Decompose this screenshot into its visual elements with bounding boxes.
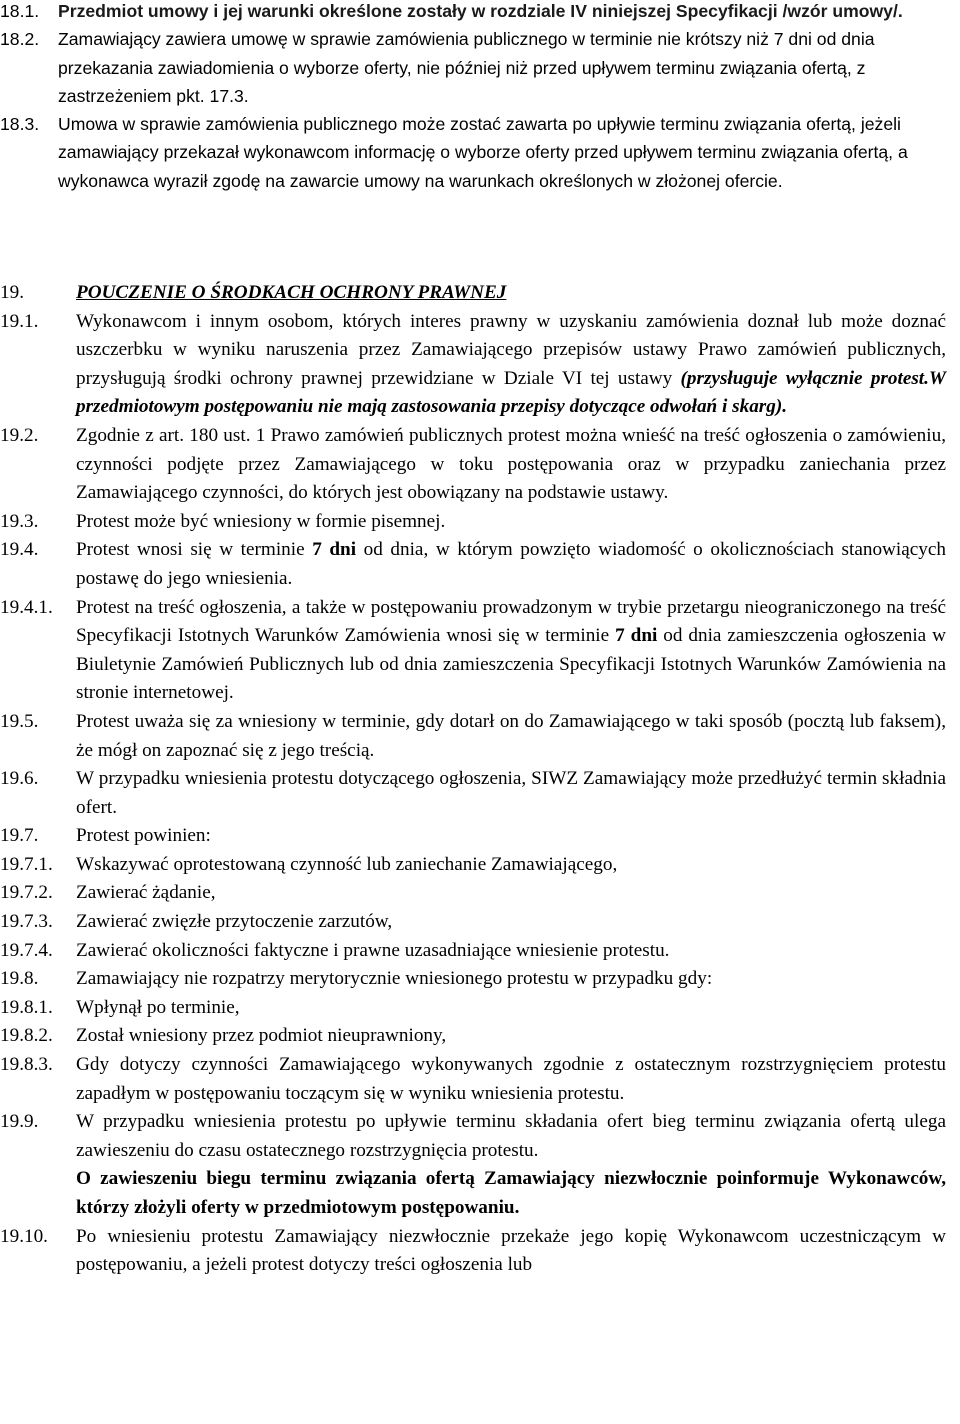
item-text: Został wniesiony przez podmiot nieuprawniony, [76, 1025, 447, 1047]
item-19-8-1 [0, 994, 946, 1023]
item-number: 18.3. [0, 114, 40, 135]
section-19 [0, 279, 946, 1280]
item-19-7-4 [0, 937, 946, 966]
item-19-7-2 [0, 879, 946, 908]
item-text: Zamawiający nie rozpatrzy merytorycznie wniesionego protestu w przypadku gdy: [76, 968, 713, 990]
item-19-5 [0, 708, 946, 765]
item-text [76, 536, 946, 593]
item-text-plain: Wykonawcom i innym osobom, których interes prawny w uzyskaniu zamówienia doznał lub może doznać uszczerbku w wyniku naruszenia przez Zamawiającego przepisów ustawy Prawo zamówień publicznych, przysługują środki ochrony prawnej przewidziane w Dziale VI tej ustawy [76, 310, 946, 389]
section-19-heading [0, 279, 946, 308]
item-text-bold: 7 dni [615, 625, 658, 647]
item-number: 19.9. [0, 1111, 39, 1133]
item-number: 19.3. [0, 510, 39, 532]
item-text: Protest uważa się za wniesiony w terminie, gdy dotarł on do Zamawiającego w taki sposób (pocztą lub faksem), że mógł on zapoznać się z jego treścią. [76, 710, 946, 761]
item-19-8 [0, 965, 946, 994]
item-text: Gdy dotyczy czynności Zamawiającego wykonywanych zgodnie z ostatecznym rozstrzygnięciem protestu zapadłym w postępowaniu toczącym się w wyniku wniesienia protestu. [76, 1054, 946, 1104]
item-19-8-2 [0, 1022, 946, 1051]
item-18-2 [0, 25, 946, 110]
item-19-10 [0, 1223, 946, 1280]
item-number: 19.7.1. [0, 853, 53, 875]
item-18-1 [0, 0, 946, 25]
item-number: 19.8.1. [0, 996, 53, 1018]
item-19-4-1 [0, 594, 946, 708]
item-text: Zawierać zwięzłe przytoczenie zarzutów, [76, 911, 393, 933]
item-number: 19.10. [0, 1225, 48, 1247]
item-number: 19.7.3. [0, 911, 53, 933]
item-number: 19.6. [0, 768, 39, 790]
item-19-7-1 [0, 851, 946, 880]
item-number: 19.7.4. [0, 939, 53, 961]
item-number: 19.2. [0, 424, 39, 446]
item-text: Zawierać żądanie, [76, 882, 216, 904]
item-text: Zawierać okoliczności faktyczne i prawne uzasadniające wniesienie protestu. [76, 939, 670, 961]
item-19-2 [0, 422, 946, 508]
item-number: 19.8.3. [0, 1054, 53, 1076]
item-text-plain: W przypadku wniesienia protestu po upływie terminu składania ofert bieg terminu związania ofertą ulega zawieszeniu do czasu ostatecznego rozstrzygnięcia protestu. [76, 1111, 946, 1161]
section-18 [0, 0, 946, 195]
item-text [76, 1108, 946, 1222]
item-text: Protest może być wniesiony w formie pisemnej. [76, 510, 446, 532]
item-text-plain: od dnia zamieszczenia ogłoszenia w Biuletynie Zamówień Publicznych lub od dnia zamieszczenia Specyfikacji Istotnych Warunków Zamówienia na stronie internetowej. [76, 625, 946, 704]
item-number: 18.1. [0, 1, 40, 21]
item-text: Zgodnie z art. 180 ust. 1 Prawo zamówień publicznych protest można wnieść na treść ogłoszenia o zamówieniu, czynności podjęte przez Zamawiającego w toku postępowania oraz w przypadku zaniechania przez Zamawiającego czynności, do których jest obowiązany na podstawie ustawy. [76, 424, 946, 504]
item-number: 19.7.2. [0, 882, 53, 904]
item-19-7-3 [0, 908, 946, 937]
item-text-bold: O zawieszeniu biegu terminu związania ofertą Zamawiający niezwłocznie poinformuje Wykonawców, którzy złożyli oferty w przedmiotowym postępowaniu. [76, 1168, 946, 1218]
item-number: 18.2. [0, 29, 40, 50]
item-text: Wpłynął po terminie, [76, 996, 240, 1018]
item-text [76, 308, 946, 422]
item-text-plain: od dnia, w którym powzięto wiadomość o okolicznościach stanowiących postawę do jego wniesienia. [76, 539, 946, 589]
item-number: 19.5. [0, 710, 39, 732]
item-19-4 [0, 536, 946, 593]
item-text-plain: Protest wnosi się w terminie [76, 539, 313, 561]
item-number: 19.7. [0, 825, 39, 847]
item-number: 19.8.2. [0, 1025, 53, 1047]
item-text-emphasis: (przysługuje wyłącznie protest.W przedmiotowym postępowaniu nie mają zastosowania przepisy dotyczące odwołań i skarg). [76, 367, 946, 418]
item-number: 19. [0, 282, 24, 303]
item-number: 19.4.1. [0, 596, 53, 618]
item-text: Zamawiający zawiera umowę w sprawie zamówienia publicznego w terminie nie krótszy niż 7 dni od dnia przekazania zawiadomienia o wyborze oferty, nie później niż przed upływem terminu związania ofertą, z zastrzeżeniem pkt. 17.3. [58, 29, 875, 106]
item-text: Przedmiot umowy i jej warunki określone zostały w rozdziale IV niniejszej Specyfikacji /wzór umowy/. [58, 1, 903, 21]
item-18-3 [0, 110, 946, 195]
item-text: Wskazywać oprotestowaną czynność lub zaniechanie Zamawiającego, [76, 853, 618, 875]
item-19-3 [0, 508, 946, 537]
item-text [76, 594, 946, 708]
item-19-1 [0, 308, 946, 422]
item-text: Po wniesieniu protestu Zamawiający niezwłocznie przekaże jego kopię Wykonawcom uczestniczącym w postępowaniu, a jeżeli protest dotyczy treści ogłoszenia lub [76, 1225, 946, 1276]
item-number: 19.8. [0, 968, 39, 990]
item-19-9 [0, 1108, 946, 1222]
section-title: POUCZENIE O ŚRODKACH OCHRONY PRAWNEJ [76, 282, 507, 303]
item-text: Umowa w sprawie zamówienia publicznego może zostać zawarta po upływie terminu związania ofertą, jeżeli zamawiający przekazał wykonawcom informację o wyborze oferty przed upływem terminu związania ofertą, a wykonawca wyraził zgodę na zawarcie umowy na warunkach określonych w złożonej ofercie. [58, 114, 908, 191]
item-text: W przypadku wniesienia protestu dotyczącego ogłoszenia, SIWZ Zamawiający może przedłużyć termin składnia ofert. [76, 768, 946, 818]
item-19-7 [0, 822, 946, 851]
item-text: Protest powinien: [76, 825, 211, 847]
item-19-6 [0, 765, 946, 822]
item-19-8-3 [0, 1051, 946, 1108]
item-text-plain: Protest na treść ogłoszenia, a także w postępowaniu prowadzonym w trybie przetargu nieograniczonego na treść Specyfikacji Istotnych Warunków Zamówienia wnosi się w terminie [76, 596, 946, 647]
item-number: 19.4. [0, 539, 39, 561]
item-number: 19.1. [0, 310, 39, 332]
item-text-bold: 7 dni [312, 539, 357, 561]
